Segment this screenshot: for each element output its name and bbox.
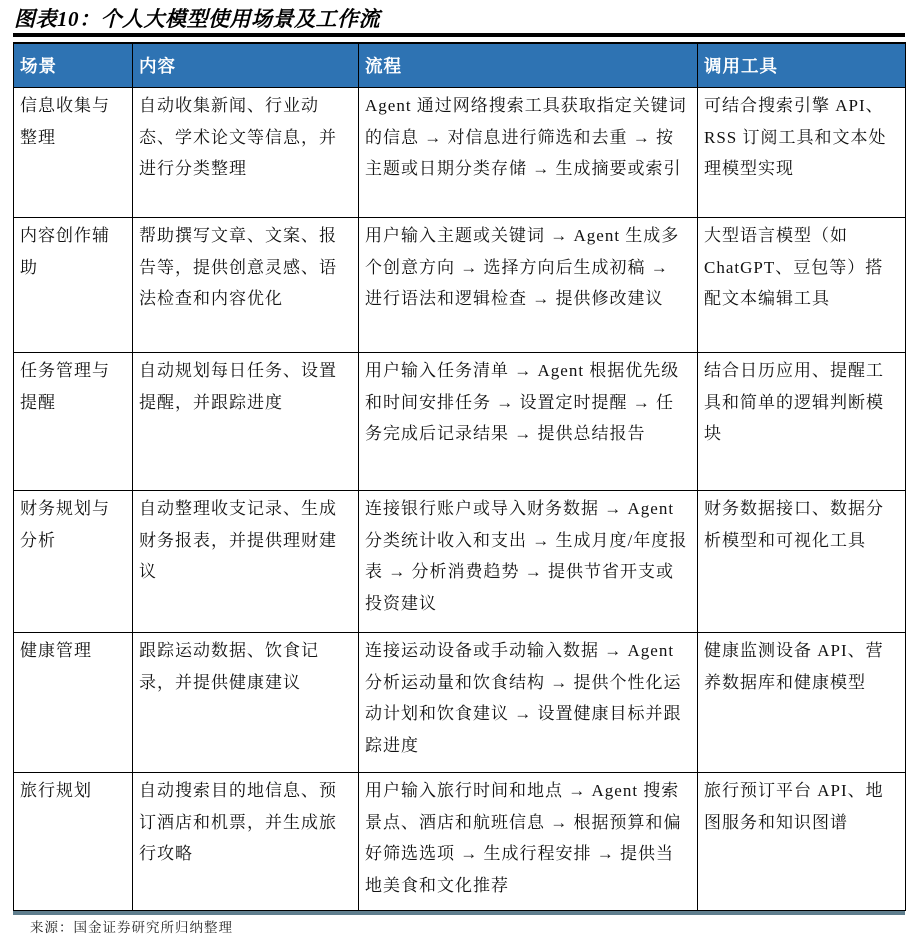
table-row xyxy=(14,218,906,353)
table-row xyxy=(14,491,906,633)
cell-content: 自动规划每日任务、设置提醒，并跟踪进度 xyxy=(133,353,359,491)
cell-tools: 财务数据接口、数据分析模型和可视化工具 xyxy=(698,491,906,633)
cell-content: 自动搜索目的地信息、预订酒店和机票，并生成旅行攻略 xyxy=(133,773,359,911)
cell-scene: 健康管理 xyxy=(14,633,133,773)
cell-process: Agent 通过网络搜索工具获取指定关键词的信息 → 对信息进行筛选和去重 → 按主题或日期分类存储 → 生成摘要或索引 xyxy=(359,88,698,218)
table-row xyxy=(14,773,906,911)
cell-content: 跟踪运动数据、饮食记录，并提供健康建议 xyxy=(133,633,359,773)
cell-tools: 大型语言模型（如 ChatGPT、豆包等）搭配文本编辑工具 xyxy=(698,218,906,353)
cell-process: 用户输入旅行时间和地点 → Agent 搜索景点、酒店和航班信息 → 根据预算和偏好筛选选项 → 生成行程安排 → 提供当地美食和文化推荐 xyxy=(359,773,698,911)
table-row xyxy=(14,88,906,218)
cell-tools: 健康监测设备 API、营养数据库和健康模型 xyxy=(698,633,906,773)
table-body xyxy=(14,88,906,911)
column-header-scene: 场景 xyxy=(14,43,133,88)
cell-scene: 任务管理与提醒 xyxy=(14,353,133,491)
cell-process: 连接银行账户或导入财务数据 → Agent 分类统计收入和支出 → 生成月度/年度报表 → 分析消费趋势 → 提供节省开支或投资建议 xyxy=(359,491,698,633)
cell-scene: 内容创作辅助 xyxy=(14,218,133,353)
cell-tools: 可结合搜索引擎 API、RSS 订阅工具和文本处理模型实现 xyxy=(698,88,906,218)
column-header-tools: 调用工具 xyxy=(698,43,906,88)
cell-process: 用户输入任务清单 → Agent 根据优先级和时间安排任务 → 设置定时提醒 → 任务完成后记录结果 → 提供总结报告 xyxy=(359,353,698,491)
column-header-process: 流程 xyxy=(359,43,698,88)
cell-tools: 旅行预订平台 API、地图服务和知识图谱 xyxy=(698,773,906,911)
header-row xyxy=(14,43,906,88)
cell-content: 帮助撰写文章、文案、报告等，提供创意灵感、语法检查和内容优化 xyxy=(133,218,359,353)
cell-scene: 信息收集与整理 xyxy=(14,88,133,218)
table-row xyxy=(14,633,906,773)
cell-process: 连接运动设备或手动输入数据 → Agent 分析运动量和饮食结构 → 提供个性化运动计划和饮食建议 → 设置健康目标并跟踪进度 xyxy=(359,633,698,773)
cell-scene: 旅行规划 xyxy=(14,773,133,911)
cell-content: 自动收集新闻、行业动态、学术论文等信息，并进行分类整理 xyxy=(133,88,359,218)
column-header-content: 内容 xyxy=(133,43,359,88)
cell-scene: 财务规划与分析 xyxy=(14,491,133,633)
table-header xyxy=(14,43,906,88)
title-underline xyxy=(13,33,905,37)
cell-tools: 结合日历应用、提醒工具和简单的逻辑判断模块 xyxy=(698,353,906,491)
cell-process: 用户输入主题或关键词 → Agent 生成多个创意方向 → 选择方向后生成初稿 → 进行语法和逻辑检查 → 提供修改建议 xyxy=(359,218,698,353)
exhibit-table-wrapper xyxy=(13,42,905,915)
exhibit-table xyxy=(13,42,906,911)
table-row xyxy=(14,353,906,491)
source-note: 来源：国金证券研究所归纳整理 xyxy=(30,920,233,935)
exhibit-title: 图表10：个人大模型使用场景及工作流 xyxy=(14,7,380,31)
cell-content: 自动整理收支记录、生成财务报表，并提供理财建议 xyxy=(133,491,359,633)
